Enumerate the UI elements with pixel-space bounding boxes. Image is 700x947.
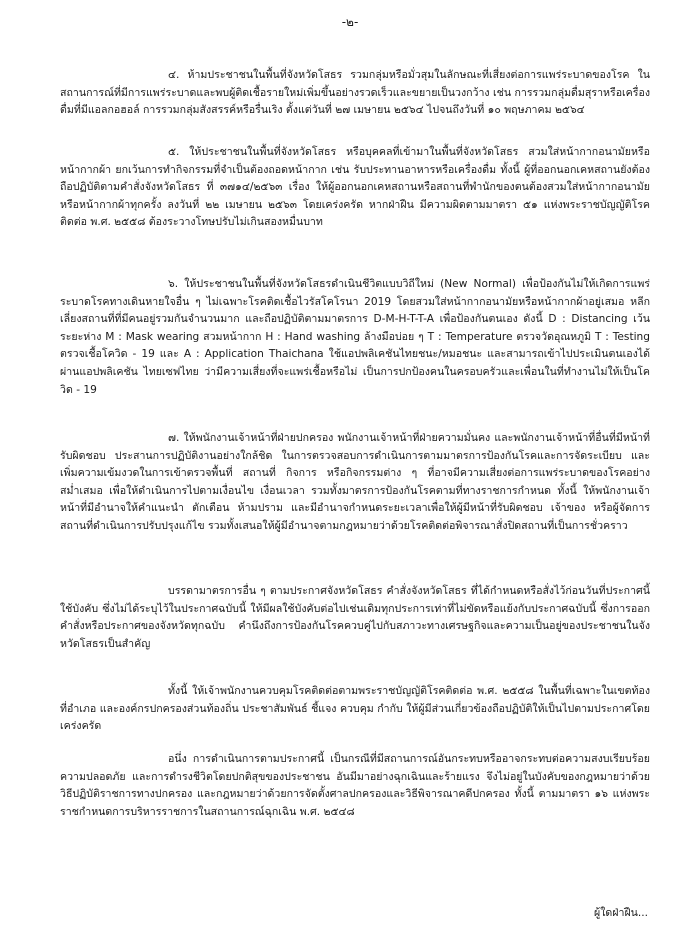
paragraph-7-officials: ๗. ให้พนักงานเจ้าหน้าที่ฝ่ายปกครอง พนักงานเจ้าหน้าที่ฝ่ายความมั่นคง และพนักงานเจ้าหน้าที่อื่นที่มีหน้าที่รับผิดชอบ ประสานการปฏิบัติงานอย่างใกล้ชิด ในการตรวจสอบการดำเนินการตามมาตรการป้องกันโรคและการจัดระเบียบ และเพิ่มความเข้มงวดในการเข้าตรวจพื้นที่ สถานที่ กิจการ หรือกิจกรรมต่าง ๆ ที่อาจมีความเสี่ยงต่อการแพร่ระบาดของโรคอย่างสม่ำเสมอ เพื่อให้ดำเนินการไปตามเงื่อนไข เงื่อนเวลา รวมทั้งมาตรการป้องกันโรคตามที่ทางราชการกำหนด ทั้งนี้ ให้พนักงานเจ้าหน้าที่มีอำนาจให้คำแนะนำ ตักเตือน ห้ามปราม และมีอำนาจกำหนดระยะเวลาเพื่อให้ผู้มีหน้าที่รับผิดชอบ เจ้าของ หรือผู้จัดการสถานที่ดำเนินการปรับปรุงแก้ไข รวมทั้งเสนอให้ผู้มีอำนาจตามกฎหมายว่าด้วยโรคติดต่อพิจารณาสั่งปิดสถานที่เป็นการชั่วคราว bbox=[60, 432, 650, 532]
paragraph-legal-note: อนึ่ง การดำเนินการตามประกาศนี้ เป็นกรณีที่มีสถานการณ์อันกระทบหรืออาจกระทบต่อความสงบเรียบร้อย ความปลอดภัย และการดำรงชีวิตโดยปกติสุขของประชาชน อันมีมาอย่างฉุกเฉินและร้ายแรง จึงไม่อยู่ในบังคับของกฎหมายว่าด้วยวิธีปฏิบัติราชการทางปกครอง และกฎหมายว่าด้วยการจัดตั้งศาลปกครองและวิธีพิจารณาคดีปกครอง ทั้งนี้ ตามมาตรา ๑๖ แห่งพระราชกำหนดการบริหารราชการในสถานการณ์ฉุกเฉิน พ.ศ. ๒๕๔๘ bbox=[60, 753, 650, 818]
paragraph-disease-control-officers: ทั้งนี้ ให้เจ้าพนักงานควบคุมโรคติดต่อตามพระราชบัญญัติโรคติดต่อ พ.ศ. ๒๕๕๘ ในพื้นที่เฉพาะในเขตท้องที่อำเภอ และองค์กรปกครองส่วนท้องถิ่น ประชาสัมพันธ์ ชี้แจง ควบคุม กำกับ ให้ผู้มีส่วนเกี่ยวข้องถือปฏิบัติให้เป็นไปตามประกาศโดยเคร่งครัด bbox=[60, 685, 650, 733]
page-number: -๒- bbox=[341, 15, 359, 29]
paragraph-4-gathering-ban: ๔. ห้ามประชาชนในพื้นที่จังหวัดโสธร รวมกลุ่มหรือมั่วสุมในลักษณะที่เสี่ยงต่อการแพร่ระบาดของโรค ในสถานการณ์ที่มีการแพร่ระบาดและพบผู้ติดเชื้อรายใหม่เพิ่มขึ้นอย่างรวดเร็วและขยายเป็นวงกว้าง เช่น การรวมกลุ่มดื่มสุราหรือเครื่องดื่มที่มีแอลกอฮอล์ การรวมกลุ่มสังสรรค์หรือรื่นเริง ตั้งแต่วันที่ ๒๗ เมษายน ๒๕๖๔ ไปจนถึงวันที่ ๑๐ พฤษภาคม ๒๕๖๔ bbox=[60, 69, 650, 117]
paragraph-6-new-normal: ๖. ให้ประชาชนในพื้นที่จังหวัดโสธรดำเนินชีวิตแบบวิถีใหม่ (New Normal) เพื่อป้องกันไม่ให้เกิดการแพร่ระบาดโรคทางเดินหายใจอื่น ๆ ไม่เฉพาะโรคติดเชื้อไวรัสโคโรนา 2019 โดยสวมใส่หน้ากากอนามัยหรือหน้ากากผ้าอยู่เสมอ หลีกเลี่ยงสถานที่ที่มีคนอยู่รวมกันจำนวนมาก และถือปฏิบัติตามมาตรการ D-M-H-T-T-A เพื่อป้องกันตนเอง ดังนี้ D : Distancing เว้นระยะห่าง M : Mask wearing สวมหน้ากาก H : Hand washing ล้างมือบ่อย ๆ T : Temperature ตรวจวัดอุณหภูมิ T : Testing ตรวจเชื้อโควิด - 19 และ A : Application Thaichana ใช้แอปพลิเคชันไทยชนะ/หมอชนะ และสามารถเข้าไปประเมินตนเองได้ผ่านแอปพลิเคชัน ไทยเซฟไทย ว่ามีความเสี่ยงที่จะแพร่เชื้อหรือไม่ เป็นการปกป้องคนในครอบครัวและเพื่อนในที่ทำงานไม่ให้เป็นโควิด - 19 bbox=[60, 278, 650, 396]
paragraph-other-measures: บรรดามาตรการอื่น ๆ ตามประกาศจังหวัดโสธร คำสั่งจังหวัดโสธร ที่ได้กำหนดหรือสั่งไว้ก่อนวันที่ประกาศนี้ใช้บังคับ ซึ่งไม่ได้ระบุไว้ในประกาศฉบับนี้ ให้มีผลใช้บังคับต่อไปเช่นเดิมทุกประการเท่าที่ไม่ขัดหรือแย้งกับประกาศฉบับนี้ ซึ่งการออกคำสั่งหรือประกาศของจังหวัดทุกฉบับ คำนึงถึงการป้องกันโรคควบคู่ไปกับสภาวะทางเศรษฐกิจและความเป็นอยู่ของประชาชนในจังหวัดโสธรเป็นสำคัญ bbox=[60, 585, 650, 650]
paragraph-5-mask-requirement: ๕. ให้ประชาชนในพื้นที่จังหวัดโสธร หรือบุคคลที่เข้ามาในพื้นที่จังหวัดโสธร สวมใส่หน้ากากอนามัยหรือหน้ากากผ้า ยกเว้นการทำกิจกรรมที่จำเป็นต้องถอดหน้ากาก เช่น รับประทานอาหารหรือเครื่องดื่ม ทั้งนี้ ผู้ที่ออกนอกเคหสถานยังต้องถือปฏิบัติตามคำสั่งจังหวัดโสธร ที่ ๓๗๑๔/๒๕๖๓ เรื่อง ให้ผู้ออกนอกเคหสถานหรือสถานที่พำนักของตนต้องสวมใส่หน้ากากอนามัยหรือหน้ากากผ้าทุกครั้ง ลงวันที่ ๒๒ เมษายน ๒๕๖๓ โดยเคร่งครัด หากฝ่าฝืน มีความผิดตามมาตรา ๕๑ แห่งพระราชบัญญัติโรคติดต่อ พ.ศ. ๒๕๕๘ ต้องระวางโทษปรับไม่เกินสองหมื่นบาท bbox=[60, 146, 650, 229]
continuation-text: ผู้ใดฝ่าฝืน... bbox=[594, 907, 648, 919]
